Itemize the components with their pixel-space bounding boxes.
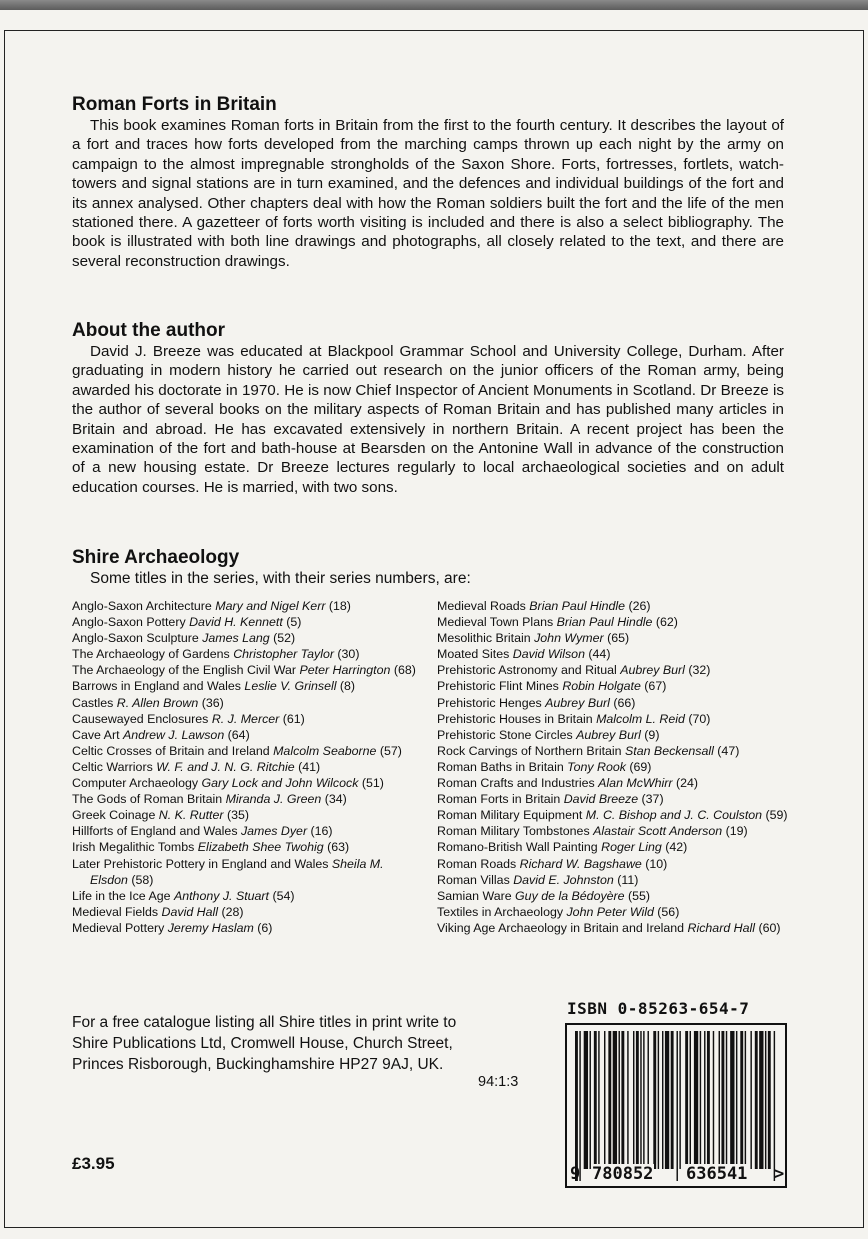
isbn-label: ISBN 0-85263-654-7 [567,999,750,1018]
series-entry-author: Guy de la Bédoyère [515,888,625,903]
series-entry [72,630,422,646]
series-entry [437,872,797,888]
barcode-bar [636,1031,639,1169]
series-entry [72,614,422,630]
series-intro: Some titles in the series, with their series numbers, are: [90,570,471,587]
series-entry-number: (36) [198,695,224,710]
series-entry [72,759,422,775]
series-entry-author: James Dyer [240,824,308,839]
series-entry-title: Celtic Crosses of Britain and Ireland [72,743,274,758]
series-entry-author: M. C. Bishop and J. C. Coulston [585,808,763,823]
series-entry [72,791,422,807]
series-entry [437,856,797,872]
series-entry-author: Tony Rook [567,759,626,774]
barcode-bar [719,1031,720,1169]
series-entry-number: (16) [307,824,333,839]
series-entry-title: Rock Carvings of Northern Britain [437,743,625,758]
series-entry-number: (55) [624,888,651,903]
series-entry-title: Mesolithic Britain [437,631,535,646]
series-entry [437,711,797,727]
catalogue-notice [72,1012,522,1075]
series-entry-title: Anglo-Saxon Architecture [72,599,216,613]
series-entry-author: Richard W. Bagshawe [519,856,642,871]
series-entry-title: Barrows in England and Wales [72,679,245,694]
barcode-bar [604,1031,605,1169]
barcode-bar [671,1031,674,1169]
barcode-bar [579,1031,580,1181]
barcode [565,1023,787,1188]
barcode-bar [598,1031,599,1169]
barcode-digits [567,1160,785,1186]
series-entry-title: Roman Military Tombstones [437,824,594,839]
barcode-bar [694,1031,698,1169]
series-entry-number: (11) [613,872,639,887]
series-entry-title: Celtic Warriors [72,759,157,774]
series-entry-author: David H. Kennett [189,615,283,630]
series-entry-number: (60) [755,920,781,935]
series-entry [437,791,797,807]
series-entry-author: Jeremy Haslam [167,920,254,935]
series-entry [437,904,797,920]
barcode-bar [677,1031,678,1181]
barcode-bar [608,1031,611,1169]
series-entry [72,856,422,888]
series-entry-number: (52) [269,631,296,646]
barcode-bar [774,1031,775,1181]
barcode-bar [643,1031,644,1169]
barcode-bar [726,1031,727,1169]
barcode-bar [658,1031,659,1169]
barcode-bar [640,1031,641,1169]
series-entry-number: (61) [279,711,305,726]
series-entry-author: David Wilson [512,647,585,662]
series-entry [437,678,797,694]
series-entry-number: (68) [390,663,416,678]
series-entry-number: (70) [684,711,711,726]
barcode-bar [700,1031,701,1169]
barcode-bar [613,1031,617,1169]
series-entry-number: (42) [661,840,688,855]
series-entry-author: Alan McWhirr [598,776,673,791]
series-entry-author: Aubrey Burl [620,663,685,678]
series-entry-number: (62) [652,615,678,630]
series-entry-author: Stan Beckensall [625,743,714,758]
series-entry-number: (57) [376,743,402,758]
series-entry [72,711,422,727]
series-entry [72,727,422,743]
series-entry-author: N. K. Rutter [158,808,224,823]
series-entry [437,888,797,904]
series-entry-title: Medieval Fields [72,904,162,919]
series-entry [437,598,797,614]
series-entry-title: The Archaeology of the English Civil War [72,663,300,678]
series-entry-title: Greek Coinage [72,808,159,823]
barcode-bar [736,1031,737,1169]
series-heading: Shire Archaeology [72,547,240,568]
series-entry [437,614,797,630]
series-entry-number: (47) [713,743,740,758]
barcode-bar [575,1031,578,1181]
barcode-bar [648,1031,649,1169]
series-entry-author: Miranda J. Green [225,792,322,807]
series-entry-number: (35) [223,808,250,823]
series-entry-title: Roman Military Equipment [437,808,586,823]
series-entry-number: (6) [253,920,273,935]
series-entry [72,839,422,855]
series-entry-number: (18) [325,599,351,613]
book-description: This book examines Roman forts in Britain from the first to the fourth century. It describes the layout of a fort and traces how forts developed from the marching camps thrown up each night by the army on campaign to the almost impregnable strongholds of the Saxon Shore. Forts, fortresses, fortlets, watch-towers and signal stations are in turn examined, and the defences and individual buildings of the fort and its annex analysed. Other chapters deal with how the Roman soldiers built the fort and the life of the men stationed there. A gazetteer of forts worth visiting is included and there is also a select bibliography. The book is illustrated with both line drawings and photographs, all closely related to the text, and there are several reconstruction drawings. [72,117,784,270]
barcode-bar [730,1031,734,1169]
series-entry-author: James Lang [202,631,270,646]
barcode-bar [584,1031,588,1169]
catalogue-line-3: Princes Risborough, Buckinghamshire HP27 9AJ, UK. [72,1056,444,1073]
barcode-bar [594,1031,597,1169]
series-entry-number: (10) [641,856,668,871]
series-entry-title: Prehistoric Houses in Britain [437,711,597,726]
barcode-bar [707,1031,710,1169]
series-list-left [72,598,422,936]
barcode-bar [745,1031,746,1169]
series-entry [437,695,797,711]
barcode-end-mark: > [774,1164,785,1184]
series-entry [72,695,422,711]
author-section [72,320,784,497]
series-entry-author: Peter Harrington [299,663,391,678]
barcode-bar [721,1031,724,1169]
series-entry-number: (44) [584,647,611,662]
series-entry-number: (28) [218,904,244,919]
series-entry [72,598,422,614]
series-entry-title: Later Prehistoric Pottery in England and Wales [72,856,332,871]
series-entry-title: Roman Villas [437,872,514,887]
series-entry [437,775,797,791]
series-entry-author: David E. Johnston [513,872,614,887]
series-entry-title: The Gods of Roman Britain [72,792,226,807]
series-entry-number: (5) [282,615,302,630]
series-entry-title: Romano-British Wall Painting [437,840,602,855]
barcode-bar [621,1031,624,1169]
series-entry-author: R. Allen Brown [116,695,199,710]
series-entry-number: (24) [672,776,698,791]
series-entry-author: John Peter Wild [566,904,654,919]
series-entry-title: Roman Roads [437,856,520,871]
barcode-bar [662,1031,663,1169]
series-entry [72,904,422,920]
series-entry [437,920,797,936]
series-entry-title: Computer Archaeology [72,776,202,791]
book-title-heading: Roman Forts in Britain [72,94,277,115]
series-entry-author: Andrew J. Lawson [122,727,225,742]
series-entry-number: (64) [224,727,250,742]
series-entry-title: Cave Art [72,727,123,742]
series-entry-author: John Wymer [534,631,604,646]
series-entry-author: Anthony J. Stuart [173,888,270,903]
series-entry-number: (41) [294,759,321,774]
barcode-bar [765,1031,766,1169]
series-entry [437,662,797,678]
author-heading: About the author [72,320,226,341]
series-entry [72,743,422,759]
series-entry-number: (8) [336,679,356,694]
barcode-first-digit: 9 [570,1164,581,1184]
barcode-bar [768,1031,771,1169]
series-entry-title: Anglo-Saxon Pottery [72,615,190,630]
series-list-right [437,598,797,936]
series-entry [437,807,797,823]
series-entry [437,630,797,646]
series-entry-title: Prehistoric Stone Circles [437,727,577,742]
series-entry-author: Mary and Nigel Kerr [215,599,326,613]
series-entry-author: David Breeze [563,792,639,807]
series-entry-author: Malcolm Seaborne [273,743,377,758]
series-section [72,547,784,588]
series-entry-title: Viking Age Archaeology in Britain and Ireland [437,920,688,935]
series-entry-title: Textiles in Archaeology [437,904,567,919]
book-description-section [72,94,784,271]
series-entry-author: Robin Holgate [562,679,641,694]
series-entry-author: Elizabeth Shee Twohig [197,840,324,855]
series-entry [72,888,422,904]
series-entry-number: (56) [653,904,680,919]
series-entry-title: Medieval Pottery [72,920,168,935]
top-edge [0,0,868,10]
series-entry-number: (54) [269,888,295,903]
series-entry-title: Prehistoric Astronomy and Ritual [437,663,621,678]
barcode-left-digits: 780852 [592,1164,654,1184]
barcode-bar [759,1031,763,1169]
series-entry-number: (69) [625,759,652,774]
series-entry-author: W. F. and J. N. G. Ritchie [156,759,295,774]
series-entry [72,662,422,678]
catalogue-line-2: Shire Publications Ltd, Cromwell House, Church Street, [72,1035,453,1052]
series-entry-author: Alastair Scott Anderson [593,824,723,839]
barcode-bar [713,1031,714,1169]
series-entry-author: Leslie V. Grinsell [244,679,337,694]
series-entry-number: (9) [640,727,660,742]
series-entry-title: Roman Forts in Britain [437,792,564,807]
series-entry-number: (63) [323,840,350,855]
barcode-bar [633,1031,634,1169]
series-entry-title: Roman Crafts and Industries [437,776,599,791]
series-entry [437,646,797,662]
series-entry-number: (19) [722,824,748,839]
price: £3.95 [72,1154,115,1173]
series-entry-author: David Hall [161,904,218,919]
series-entry-author: Roger Ling [601,840,662,855]
series-entry [72,678,422,694]
barcode-bar [619,1031,620,1169]
barcode-bar [704,1031,705,1169]
series-entry-title: Prehistoric Flint Mines [437,679,563,694]
series-entry-author: Malcolm L. Reid [596,711,685,726]
series-entry-number: (66) [609,695,636,710]
series-entry-number: (32) [684,663,711,678]
series-entry [437,759,797,775]
series-entry-title: Anglo-Saxon Sculpture [72,631,203,646]
series-entry-author: Aubrey Burl [545,695,610,710]
series-entry-number: (34) [321,792,347,807]
series-entry-author: Aubrey Burl [576,727,641,742]
series-entry-author: Sheila M. Elsdon [90,856,384,887]
series-entry [437,839,797,855]
series-entry-number: (58) [127,872,154,887]
series-entry-title: Causewayed Enclosures [72,711,212,726]
barcode-bar [755,1031,758,1169]
barcode-bar [750,1031,751,1169]
barcode-bar [665,1031,669,1169]
series-entry-author: Brian Paul Hindle [556,615,653,630]
barcode-bar [627,1031,628,1169]
series-entry-title: Medieval Town Plans [437,615,557,630]
series-entry-number: (51) [358,776,384,791]
series-entry-number: (26) [625,599,651,613]
series-entry-title: Samian Ware [437,888,516,903]
author-bio: David J. Breeze was educated at Blackpool Grammar School and University College, Durham. After graduating in modern history he carried out research on the junior officers of the Roman army, being awarded his doctorate in 1970. He is now Chief Inspector of Ancient Monuments in Scotland. Dr Breeze is the author of several books on the military aspects of Roman Britain and has published many articles in Britain and abroad. He has excavated extensively in northern Britain. A recent project has been the examination of the fort and bath-house at Bearsden on the Antonine Wall in advance of the construction of a new housing estate. Dr Breeze lectures regularly to local archaeological societies and on adult education courses. He is married, with two sons. [72,343,784,496]
print-code: 94:1:3 [478,1074,519,1090]
series-entry-number: (37) [638,792,664,807]
series-entry-number: (30) [333,647,360,662]
series-entry-title: Life in the Ice Age [72,888,174,903]
series-entry [72,807,422,823]
series-entry [437,727,797,743]
series-entry [72,775,422,791]
series-entry-author: Brian Paul Hindle [529,599,626,613]
series-entry-title: Medieval Roads [437,599,530,613]
series-entry-number: (67) [640,679,667,694]
series-entry-number: (59) [762,808,788,823]
series-entry-author: Christopher Taylor [233,647,334,662]
barcode-right-digits: 636541 [686,1164,748,1184]
series-entry-author: Richard Hall [687,920,755,935]
series-entry-title: Roman Baths in Britain [437,759,568,774]
series-entry-number: (65) [603,631,630,646]
series-entry-title: Hillforts of England and Wales [72,824,241,839]
series-entry-title: Irish Megalithic Tombs [72,840,198,855]
series-entry-title: Moated Sites [437,647,513,662]
catalogue-line-1: For a free catalogue listing all Shire titles in print write to [72,1014,457,1031]
series-entry [437,823,797,839]
series-entry-author: Gary Lock and John Wilcock [201,776,359,791]
series-entry-title: The Archaeology of Gardens [72,647,234,662]
barcode-bar [740,1031,743,1169]
series-entry [72,646,422,662]
barcode-bar [590,1031,591,1169]
barcode-bar [653,1031,656,1169]
barcode-bar [685,1031,688,1169]
series-entry-title: Castles [72,695,117,710]
series-entry [437,743,797,759]
barcode-bar [679,1031,680,1169]
series-entry-title: Prehistoric Henges [437,695,546,710]
barcode-bar [690,1031,691,1169]
series-entry [72,920,422,936]
series-entry [72,823,422,839]
series-entry-author: R. J. Mercer [211,711,280,726]
